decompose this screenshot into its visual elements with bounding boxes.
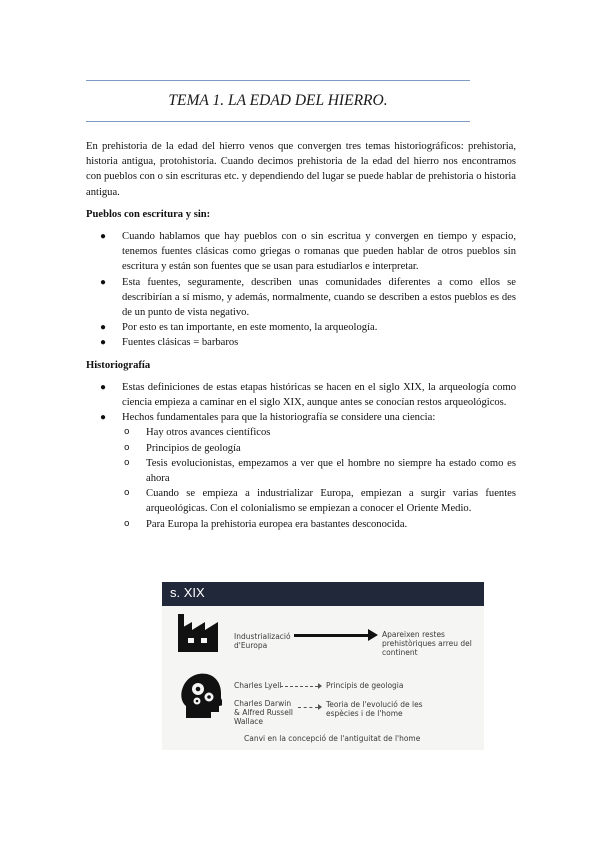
sub-list-item: o Principios de geología (122, 441, 516, 456)
bullet-icon: ● (100, 276, 107, 288)
factory-icon (174, 612, 220, 652)
diagram-title: s. XIX (170, 585, 205, 600)
dashed-arrow-icon (318, 704, 322, 710)
document-body (86, 139, 516, 539)
sub-list-item: o Para Europa la prehistoria europea era bastantes desconocida. (122, 517, 516, 532)
list-item: ● Estas definiciones de estas etapas históricas se hacen en el siglo XIX, la arqueología como ciencia empieza a caminar en el siglo XIX, aunque antes se conocían restos arqueológicos. (100, 381, 516, 409)
remains-label: Apareixen restes prehistòriques arreu del continent (382, 630, 472, 657)
bullet-icon: ● (100, 412, 107, 424)
list-item: ● Por esto es tan importante, en este momento, la arqueología. (86, 320, 516, 335)
geology-label: Principis de geologia (326, 681, 404, 690)
thinking-head-gears-icon (180, 672, 222, 718)
bullet-icon: ● (100, 381, 107, 393)
diagram-header-bar (162, 582, 484, 606)
sub-bullet-list (122, 425, 516, 531)
list-item: ● Esta fuentes, seguramente, describen unas comunidades diferentes a como ellos se describirían a sí mismo, y además, normalmente, cuando se describen a estos pueblos es des de un punto de vista negativo. (100, 276, 516, 319)
concept-change-label: Canvi en la concepció de l'antiguitat de l'home (244, 734, 421, 743)
evolution-label: Teoria de l'evolució de les espècies i de l'home (326, 700, 423, 718)
list-item: ● Cuando hablamos que hay pueblos con o sin escritua y convergen en tiempo y espacio, tenemos fuentes clásicas como griegas o romanas que pueden hablar de otros pueblos sin escritura y están son fuentes que se usan para estudiarlos e interpretar. (100, 231, 516, 273)
arrow-right-icon (368, 629, 378, 641)
dashed-connector (280, 686, 318, 687)
xix-century-diagram (162, 582, 484, 750)
bullet-icon: ● (100, 322, 107, 334)
lyell-label: Charles Lyell (234, 681, 282, 690)
sub-list-item: o Hay otros avances científicos (122, 425, 516, 440)
circle-bullet-icon: o (124, 442, 130, 453)
list-item: ● Hechos fundamentales para que la historiografía se considere una ciencia: o Hay otros avances científicos o Principios de geología o Tesis evolucionistas, empezamos a ver que el hombre no siempre ha estado como es ahora o Cuando se empieza a industrializar Europa, empiezan a surgir varias fuentes arqueológicas. Con el colonialismo se empiezan a conocer el Oriente Medio. o Para Europa la prehistoria europea era bastantes desconocida. (86, 410, 516, 532)
bullet-icon: ● (100, 337, 107, 349)
circle-bullet-icon: o (124, 488, 130, 499)
bullet-icon: ● (100, 231, 107, 243)
section-heading-historiografia: Historiografía (86, 359, 151, 371)
circle-bullet-icon: o (124, 427, 130, 438)
section-heading-pueblos: Pueblos con escritura y sin: (86, 208, 211, 220)
darwin-label: Charles Darwin & Alfred Russell Wallace (234, 699, 293, 726)
title-rule-top (86, 80, 470, 81)
industrialization-label: Industrializació d'Europa (234, 632, 291, 650)
arrow-line (294, 634, 372, 637)
intro-paragraph: En prehistoria de la edad del hierro venos que convergen tres temas historiográficos: prehistoria, historia antigua, protohistoria. Cuando decimos prehistoria de la edad del hierro nos encontramos con pueblos con o sin escrituras etc. y dependiendo del lugar se puede hablar de prehistoria o historia antigua. (86, 141, 516, 198)
sub-list-item: o Cuando se empieza a industrializar Europa, empiezan a surgir varias fuentes arqueológicas. Con el colonialismo se empiezan a conocer el Oriente Medio. (124, 488, 516, 515)
pueblos-bullet-list (86, 229, 516, 351)
page-title: TEMA 1. LA EDAD DEL HIERRO. (168, 92, 388, 109)
title-rule-bottom (86, 121, 470, 122)
list-item: ● Fuentes clásicas = barbaros (86, 335, 516, 350)
circle-bullet-icon: o (124, 457, 130, 468)
historiografia-bullet-list (86, 380, 516, 532)
circle-bullet-icon: o (124, 518, 130, 529)
dashed-arrow-icon (318, 683, 322, 689)
sub-list-item: o Tesis evolucionistas, empezamos a ver que el hombre no siempre ha estado como es ahora (124, 457, 516, 485)
dashed-connector (298, 707, 318, 708)
